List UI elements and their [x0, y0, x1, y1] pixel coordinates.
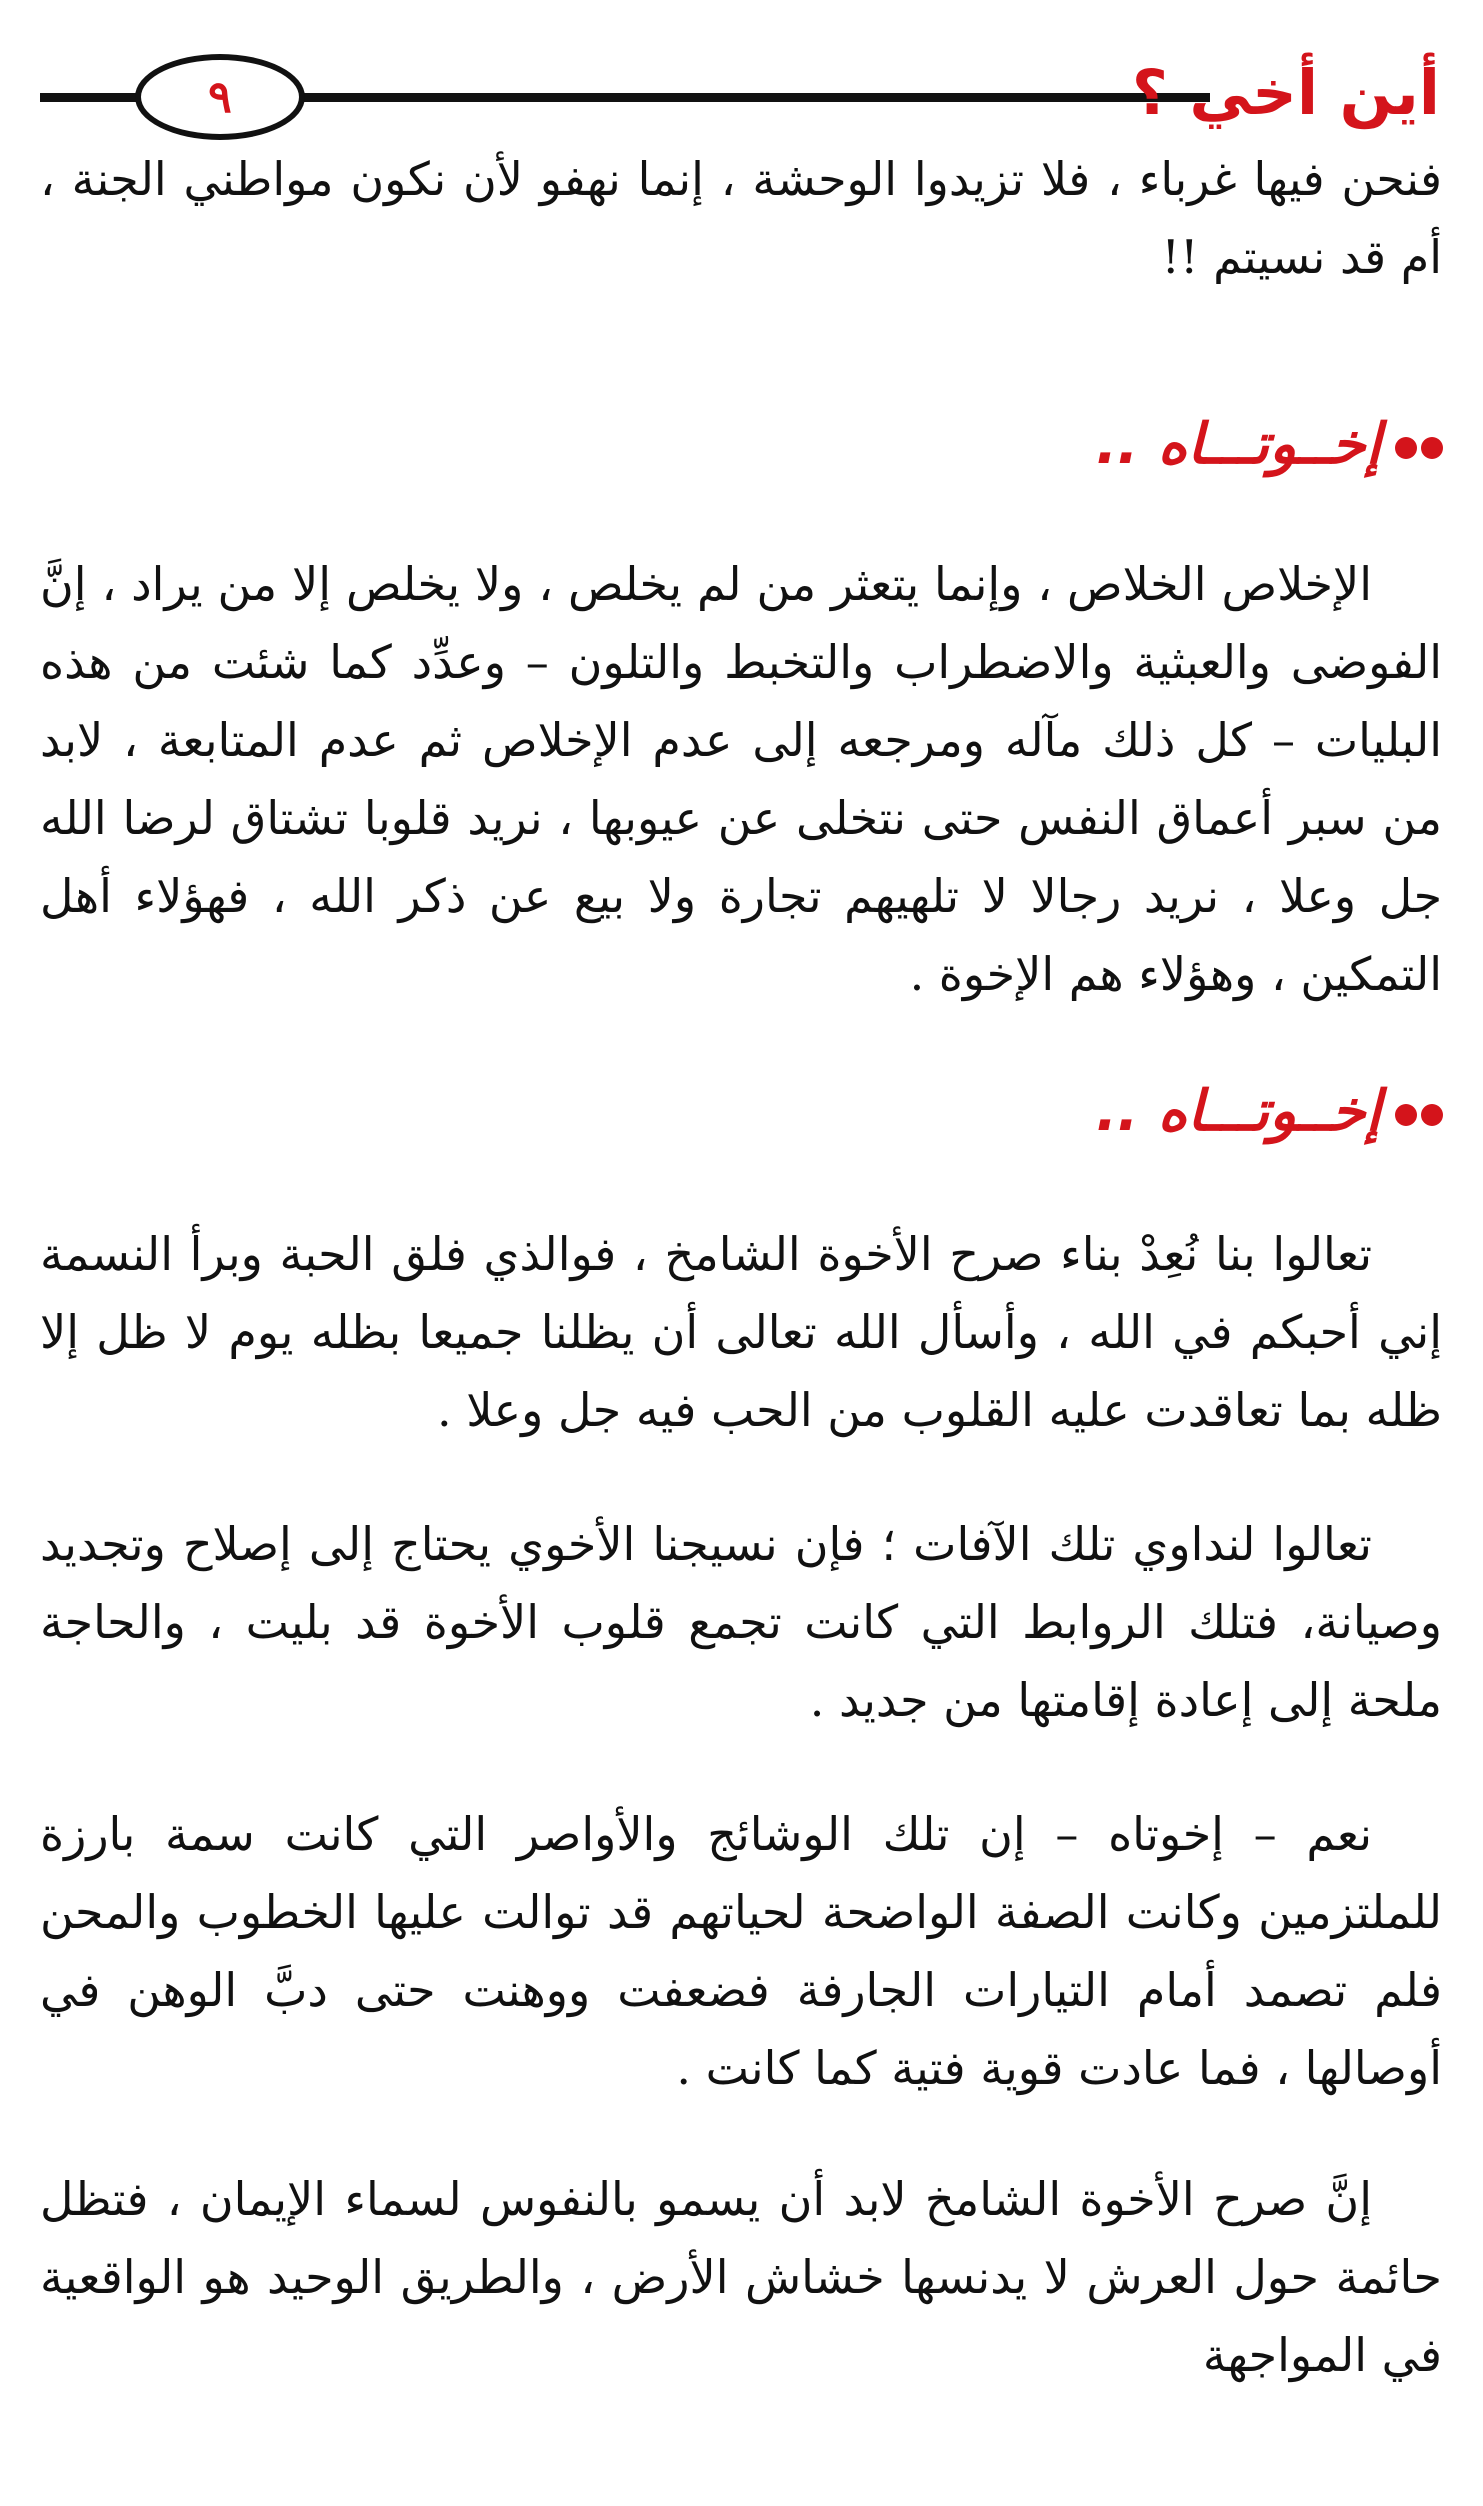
paragraph-4: تعالوا لنداوي تلك الآفات ؛ فإن نسيجنا الأخوي يحتاج إلى إصلاح وتجديد وصيانة، فتلك الروابط التي كانت تجمع قلوب الأخوة قد بليت ، والحاجة ملحة إلى إعادة إقامتها من جديد .	[40, 1517, 1442, 1727]
page-number: ٩	[208, 71, 232, 123]
section-heading-2	[1096, 1072, 1443, 1152]
page-number-oval	[135, 54, 305, 140]
bullet-dots-icon	[1391, 1072, 1443, 1152]
section-heading-text: إخــوتـــاه ..	[1095, 1079, 1381, 1144]
section-heading-text: إخــوتـــاه ..	[1095, 412, 1381, 477]
paragraph-5: نعم – إخوتاه – إن تلك الوشائج والأواصر التي كانت سمة بارزة للملتزمين وكانت الصفة الواضحة لحياتهم قد توالت عليها الخطوب والمحن فلم تصمد أمام التيارات الجارفة فضعفت ووهنت حتى دبَّ الوهن في أوصالها ، فما عادت قوية فتية كما كانت .	[40, 1807, 1442, 2095]
paragraph-6: إنَّ صرح الأخوة الشامخ لابد أن يسمو بالنفوس لسماء الإيمان ، فتظل حائمة حول العرش لا يدنسها خشاش الأرض ، والطريق الوحيد هو الواقعية في المواجهة	[40, 2172, 1442, 2382]
page-header	[40, 40, 1440, 150]
paragraph-1: فنحن فيها غرباء ، فلا تزيدوا الوحشة ، إنما نهفو لأن نكون مواطني الجنة ، أم قد نسيتم !!	[40, 152, 1442, 284]
bullet-dots-icon	[1391, 405, 1443, 485]
paragraph-2: الإخلاص الخلاص ، وإنما يتعثر من لم يخلص ، ولا يخلص إلا من يراد ، إنَّ الفوضى والعبثية والاضطراب والتخبط والتلون – وعدِّد كما شئت من هذه البليات – كل ذلك مآله ومرجعه إلى عدم الإخلاص ثم عدم المتابعة ، لابد من سبر أعماق النفس حتى نتخلى عن عيوبها ، نريد قلوبا تشتاق لرضا الله جل وعلا ، نريد رجالا لا تلهيهم تجارة ولا بيع عن ذكر الله ، فهؤلاء أهل التمكين ، وهؤلاء هم الإخوة .	[40, 557, 1442, 1001]
running-title: أين أخي ؟	[1131, 56, 1440, 129]
paragraph-3: تعالوا بنا نُعِدْ بناء صرح الأخوة الشامخ ، فوالذي فلق الحبة وبرأ النسمة إني أحبكم في الله ، وأسأل الله تعالى أن يظلنا جميعا بظله يوم لا ظل إلا ظله بما تعاقدت عليه القلوب من الحب فيه جل وعلا .	[40, 1227, 1442, 1437]
section-heading-1	[1096, 405, 1443, 485]
